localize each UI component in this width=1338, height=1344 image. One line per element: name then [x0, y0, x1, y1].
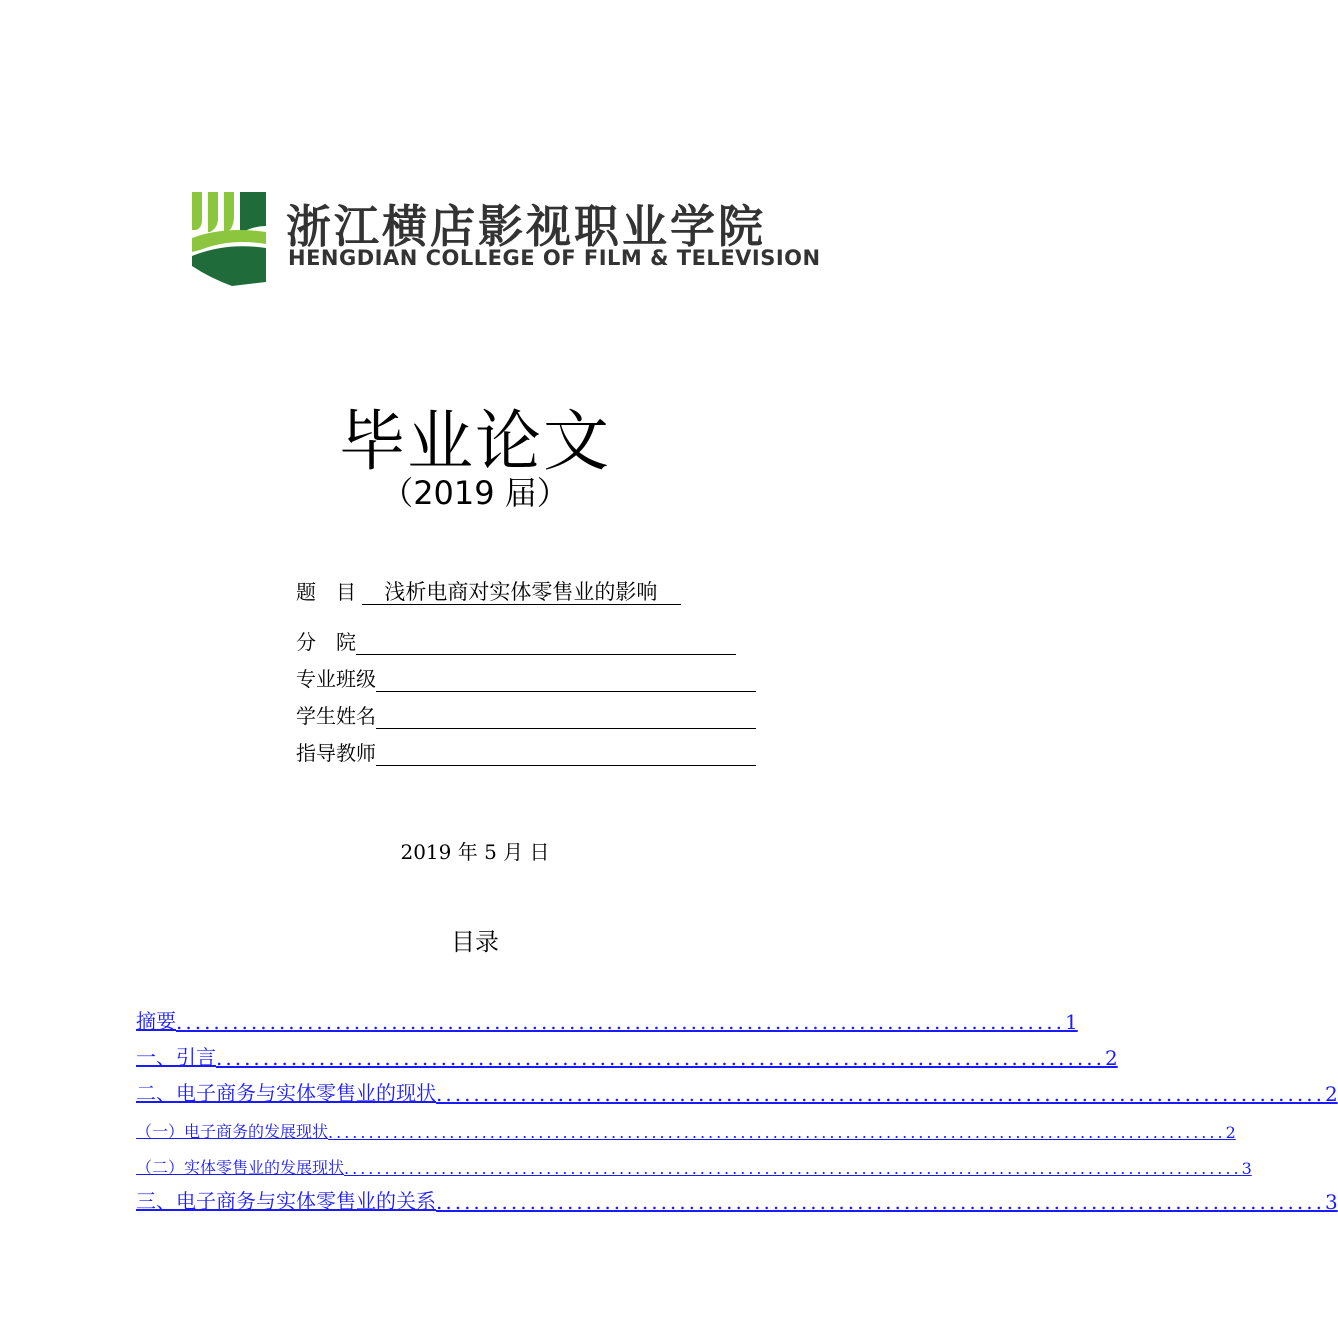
college-field-label: 分 院: [296, 630, 356, 654]
table-of-contents: [136, 998, 1338, 1214]
toc-item-page: 2: [1324, 1082, 1338, 1106]
topic-label: 题 目: [296, 580, 356, 604]
class-field: [296, 663, 756, 692]
student-name-label: 学生姓名: [296, 704, 376, 728]
toc-dot-leader: ...............................................................................................: [436, 1190, 1325, 1214]
college-field-blank: [356, 632, 736, 655]
college-emblem-icon: [190, 186, 268, 286]
advisor-blank: [376, 743, 756, 766]
college-name-cn: 浙江横店影视职业学院: [286, 200, 767, 253]
toc-item-section-2-2[interactable]: [136, 1142, 1252, 1178]
thesis-title: 毕业论文: [339, 403, 611, 480]
toc-dot-leader: ...............................................................................................: [176, 1010, 1065, 1034]
advisor-field: [296, 737, 756, 766]
toc-dot-leader: ...............................................................................................................: [328, 1123, 1226, 1142]
topic-value: 浅析电商对实体零售业的影响: [362, 580, 681, 605]
toc-item-introduction[interactable]: [136, 1034, 1118, 1070]
toc-item-page: 2: [1104, 1046, 1118, 1070]
toc-item-abstract[interactable]: [136, 998, 1078, 1034]
toc-item-text: 摘要: [136, 1009, 176, 1033]
class-field-label: 专业班级: [296, 667, 376, 691]
college-logo: [190, 186, 821, 286]
thesis-session: （2019 届）: [381, 474, 569, 512]
toc-item-page: 2: [1225, 1123, 1236, 1142]
toc-item-text: （一）电子商务的发展现状: [136, 1122, 329, 1141]
toc-item-page: 3: [1324, 1190, 1338, 1214]
toc-item-page: 1: [1064, 1010, 1078, 1034]
toc-item-text: （二）实体零售业的发展现状: [136, 1158, 345, 1177]
college-name-en: HENGDIAN COLLEGE OF FILM & TELEVISION: [288, 246, 821, 270]
advisor-label: 指导教师: [296, 741, 376, 765]
student-name-blank: [376, 706, 756, 729]
toc-dot-leader: ...............................................................................................: [216, 1046, 1105, 1070]
toc-item-section-2[interactable]: [136, 1070, 1338, 1106]
toc-item-section-2-1[interactable]: [136, 1106, 1236, 1142]
toc-title: 目录: [451, 928, 499, 956]
topic-field: [296, 576, 681, 606]
toc-item-page: 3: [1241, 1159, 1252, 1178]
class-field-blank: [376, 669, 756, 692]
toc-item-text: 三、电子商务与实体零售业的关系: [136, 1189, 436, 1213]
college-field: [296, 626, 736, 655]
date-line: 2019 年 5 月 日: [400, 840, 550, 864]
toc-dot-leader: ...............................................................................................: [436, 1082, 1325, 1106]
student-name-field: [296, 700, 756, 729]
toc-item-section-3[interactable]: [136, 1178, 1338, 1214]
toc-item-text: 一、引言: [136, 1045, 216, 1069]
toc-dot-leader: ...............................................................................................................: [344, 1159, 1242, 1178]
toc-item-text: 二、电子商务与实体零售业的现状: [136, 1081, 436, 1105]
